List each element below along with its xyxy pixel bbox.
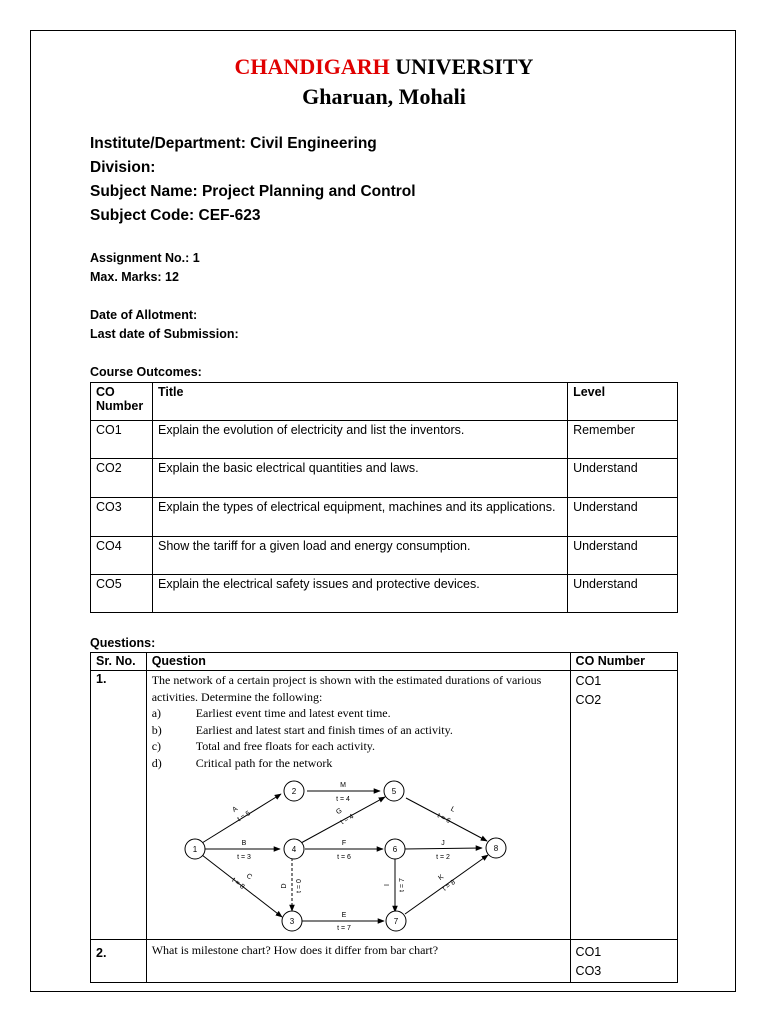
co-number: CO5 [91, 575, 153, 613]
activity-duration: t = 7 [336, 925, 351, 932]
activity-duration: t = 2 [435, 854, 450, 861]
max-marks: Max. Marks: 12 [90, 270, 179, 284]
activity-arrow-j [404, 848, 482, 849]
question-intro: The network of a certain project is shown with the estimated durations of various activities. Determine the following: [151, 673, 542, 704]
course-outcomes-table [90, 382, 678, 613]
activity-duration: t = 7 [398, 878, 406, 892]
question-parts [152, 705, 565, 771]
part-text: Earliest and latest start and finish times of an activity. [195, 722, 453, 737]
department: Institute/Department: Civil Engineering [90, 135, 377, 152]
division: Division: [90, 159, 156, 176]
node-label: 3 [289, 917, 294, 926]
question-co-cell [570, 940, 677, 983]
activity-name: G [334, 807, 344, 817]
table-row [91, 459, 678, 498]
activity-duration: t = 6 [435, 812, 452, 826]
table-row [91, 671, 678, 940]
co-number: CO2 [575, 693, 602, 707]
activity-duration: t = 8 [230, 876, 246, 891]
activity-duration: t = 5 [236, 810, 252, 824]
activity-duration: t = 3 [236, 854, 251, 861]
list-item [152, 755, 565, 772]
activity-duration: t = 6 [336, 854, 351, 861]
subject-code: Subject Code: CEF-623 [90, 207, 261, 224]
co-title: Explain the basic electrical quantities and laws. [152, 459, 567, 498]
co-number: CO1 [575, 945, 602, 959]
activity-name: B [241, 840, 247, 847]
co-title: Explain the electrical safety issues and protective devices. [152, 575, 567, 613]
question-sr: 1. [91, 671, 147, 940]
table-row [91, 575, 678, 613]
part-label: c) [151, 739, 162, 753]
co-number: CO3 [575, 964, 602, 978]
co-title: Explain the evolution of electricity and list the inventors. [152, 421, 567, 459]
node-label: 1 [192, 845, 197, 854]
table-row [91, 940, 678, 983]
activity-duration: t = 4 [335, 796, 350, 803]
activity-name: E [341, 912, 347, 919]
co-number-header: CO Number [570, 653, 677, 671]
co-level: Understand [568, 498, 678, 537]
level-header: Level [568, 383, 678, 421]
co-number: CO4 [91, 537, 153, 575]
subject-info [90, 132, 416, 228]
co-level: Understand [568, 537, 678, 575]
co-level: Understand [568, 459, 678, 498]
questions-label: Questions: [90, 636, 156, 650]
university-location: Gharuan, Mohali [302, 84, 466, 109]
sr-no-header: Sr. No. [91, 653, 147, 671]
node [185, 839, 205, 859]
activity-name: F [341, 840, 346, 847]
co-title: Show the tariff for a given load and energy consumption. [152, 537, 567, 575]
activity-name: D [280, 883, 288, 889]
node-label: 4 [291, 845, 296, 854]
node-label: 2 [291, 787, 296, 796]
title-header: Title [152, 383, 567, 421]
table-row [91, 421, 678, 459]
university-title [0, 54, 768, 80]
activity-name: A [231, 805, 239, 814]
activity-name: M [339, 782, 346, 789]
question-cell [146, 671, 570, 940]
list-item [152, 705, 565, 722]
table-row [91, 498, 678, 537]
question-text: What is milestone chart? How does it differ from bar chart? [146, 940, 570, 983]
node-label: 5 [391, 787, 396, 796]
co-level: Remember [568, 421, 678, 459]
date-info [90, 306, 239, 344]
part-text: Total and free floats for each activity. [195, 739, 375, 753]
table-header-row [91, 383, 678, 421]
course-outcomes-label: Course Outcomes: [90, 365, 202, 379]
question-co-cell [570, 671, 677, 940]
part-text: Critical path for the network [195, 755, 333, 770]
node [284, 839, 304, 859]
node [385, 839, 405, 859]
activity-duration: t = 8 [441, 878, 457, 893]
university-name-red: CHANDIGARH [234, 54, 390, 79]
node-label: 7 [393, 917, 398, 926]
part-label: d) [151, 755, 162, 770]
activity-duration: t = 0 [295, 879, 303, 893]
co-number: CO1 [575, 674, 602, 688]
list-item [152, 722, 565, 739]
assignment-info [90, 249, 200, 287]
activity-name: L [449, 805, 456, 814]
last-date-of-submission: Last date of Submission: [90, 327, 239, 341]
co-title: Explain the types of electrical equipment, machines and its applications. [152, 498, 567, 537]
activity-name: J [440, 840, 445, 847]
activity-name: I [383, 884, 391, 886]
node [386, 911, 406, 931]
co-number: CO1 [91, 421, 153, 459]
activity-name: K [436, 873, 445, 882]
question-sr: 2. [91, 940, 147, 983]
university-name-black: UNIVERSITY [395, 54, 534, 79]
node [384, 781, 404, 801]
table-header-row [91, 653, 678, 671]
part-text: Earliest event time and latest event time. [195, 706, 391, 720]
node [282, 911, 302, 931]
part-label: a) [151, 706, 162, 720]
activity-name: C [244, 872, 253, 882]
table-row [91, 537, 678, 575]
node [486, 838, 506, 858]
node-label: 6 [392, 845, 397, 854]
question-header: Question [146, 653, 570, 671]
co-number: CO3 [91, 498, 153, 537]
assignment-no: Assignment No.: 1 [90, 251, 200, 265]
project-network-diagram [152, 771, 552, 933]
node-label: 8 [493, 844, 498, 853]
questions-table [90, 652, 678, 983]
date-of-allotment: Date of Allotment: [90, 308, 198, 322]
subject-name: Subject Name: Project Planning and Control [90, 183, 416, 200]
co-level: Understand [568, 575, 678, 613]
co-number: CO2 [91, 459, 153, 498]
activity-duration: t = 4 [339, 813, 355, 827]
part-label: b) [151, 722, 162, 737]
list-item [152, 738, 565, 755]
node [284, 781, 304, 801]
co-number-header: CO Number [91, 383, 153, 421]
